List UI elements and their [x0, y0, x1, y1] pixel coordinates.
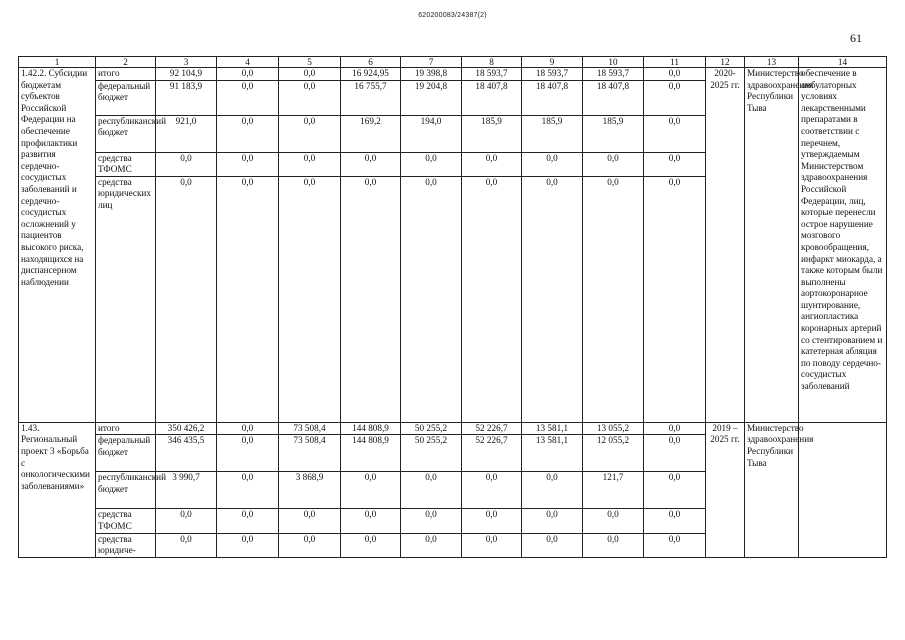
funding-value: 0,0 — [279, 115, 341, 152]
budget-table — [18, 56, 887, 558]
funding-value: 0,0 — [401, 533, 462, 557]
funding-source: федеральный бюджет — [96, 80, 156, 115]
funding-value: 0,0 — [522, 152, 583, 176]
funding-value: 0,0 — [522, 509, 583, 533]
funding-value: 0,0 — [279, 509, 341, 533]
funding-source: средства ТФОМС — [96, 509, 156, 533]
column-number: 10 — [583, 57, 644, 68]
funding-value: 144 808,9 — [341, 422, 401, 435]
funding-value: 0,0 — [583, 176, 644, 422]
funding-value: 50 255,2 — [401, 435, 462, 472]
funding-value: 0,0 — [156, 176, 217, 422]
funding-source: средства ТФОМС — [96, 152, 156, 176]
funding-value: 0,0 — [644, 509, 706, 533]
funding-value: 0,0 — [279, 68, 341, 81]
column-number: 2 — [96, 57, 156, 68]
funding-value: 0,0 — [217, 509, 279, 533]
funding-value: 0,0 — [644, 80, 706, 115]
funding-value: 0,0 — [462, 509, 522, 533]
funding-value: 52 226,7 — [462, 422, 522, 435]
funding-value: 0,0 — [217, 435, 279, 472]
column-number: 8 — [462, 57, 522, 68]
measure-name: 1.43. Региональный проект 3 «Борьба с онкологическими заболеваниями» — [19, 422, 96, 557]
column-number: 4 — [217, 57, 279, 68]
funding-value: 91 183,9 — [156, 80, 217, 115]
funding-value: 0,0 — [341, 472, 401, 509]
funding-value: 185,9 — [522, 115, 583, 152]
column-number: 13 — [745, 57, 799, 68]
column-number: 5 — [279, 57, 341, 68]
funding-value: 0,0 — [279, 152, 341, 176]
table-row — [19, 422, 887, 435]
funding-source: республиканский бюджет — [96, 472, 156, 509]
funding-value: 0,0 — [217, 472, 279, 509]
column-number: 12 — [706, 57, 745, 68]
funding-value: 0,0 — [401, 472, 462, 509]
column-number: 1 — [19, 57, 96, 68]
funding-value: 0,0 — [401, 509, 462, 533]
funding-value: 92 104,9 — [156, 68, 217, 81]
funding-value: 0,0 — [644, 422, 706, 435]
funding-value: 0,0 — [341, 176, 401, 422]
funding-value: 16 924,95 — [341, 68, 401, 81]
funding-value: 0,0 — [644, 533, 706, 557]
funding-value: 0,0 — [341, 509, 401, 533]
responsible-executor: Министерство здравоохранения Республики Тыва — [745, 422, 799, 557]
column-number: 14 — [799, 57, 887, 68]
implementation-period: 2020-2025 гг. — [706, 68, 745, 423]
funding-source: итого — [96, 68, 156, 81]
funding-value: 0,0 — [462, 472, 522, 509]
funding-value: 0,0 — [217, 422, 279, 435]
funding-value: 0,0 — [156, 509, 217, 533]
funding-value: 0,0 — [217, 176, 279, 422]
funding-value: 0,0 — [522, 533, 583, 557]
funding-value: 0,0 — [644, 435, 706, 472]
funding-value: 18 407,8 — [583, 80, 644, 115]
funding-value: 169,2 — [341, 115, 401, 152]
funding-value: 0,0 — [462, 176, 522, 422]
funding-value: 346 435,5 — [156, 435, 217, 472]
funding-value: 0,0 — [217, 533, 279, 557]
funding-value: 121,7 — [583, 472, 644, 509]
funding-value: 18 407,8 — [462, 80, 522, 115]
funding-value: 0,0 — [583, 533, 644, 557]
funding-value: 3 868,9 — [279, 472, 341, 509]
column-number: 6 — [341, 57, 401, 68]
funding-value: 73 508,4 — [279, 422, 341, 435]
funding-value: 0,0 — [522, 176, 583, 422]
funding-value: 0,0 — [644, 176, 706, 422]
responsible-executor: Министерство здравоохранения Республики Тыва — [745, 68, 799, 423]
funding-value: 0,0 — [462, 152, 522, 176]
document-id: 620200083/24387(2) — [418, 12, 487, 19]
funding-value: 0,0 — [522, 472, 583, 509]
funding-value: 144 808,9 — [341, 435, 401, 472]
funding-value: 16 755,7 — [341, 80, 401, 115]
funding-value: 185,9 — [462, 115, 522, 152]
funding-value: 0,0 — [401, 176, 462, 422]
funding-value: 0,0 — [217, 80, 279, 115]
funding-value: 13 581,1 — [522, 422, 583, 435]
funding-value: 0,0 — [644, 115, 706, 152]
funding-value: 0,0 — [217, 115, 279, 152]
funding-value: 0,0 — [644, 68, 706, 81]
column-number-row — [19, 57, 887, 68]
funding-value: 0,0 — [401, 152, 462, 176]
funding-value: 13 581,1 — [522, 435, 583, 472]
funding-value: 0,0 — [644, 472, 706, 509]
funding-value: 50 255,2 — [401, 422, 462, 435]
funding-value: 194,0 — [401, 115, 462, 152]
measure-name: 1.42.2. Субсидии бюджетам субъектов Российской Федерации на обеспечение профилактики развития сердечно-сосудистых заболеваний и сердечно-сосудистых осложнений у пациентов высокого риска, находящихся на диспансерном наблюдении — [19, 68, 96, 423]
funding-value: 0,0 — [341, 152, 401, 176]
funding-source: средства юридиче- — [96, 533, 156, 557]
page-number: 61 — [850, 31, 862, 45]
funding-value: 3 990,7 — [156, 472, 217, 509]
funding-source: средства юридических лиц — [96, 176, 156, 422]
funding-value: 0,0 — [279, 80, 341, 115]
funding-value: 0,0 — [217, 152, 279, 176]
funding-value: 18 593,7 — [583, 68, 644, 81]
funding-source: федеральный бюджет — [96, 435, 156, 472]
funding-value: 13 055,2 — [583, 422, 644, 435]
column-number: 11 — [644, 57, 706, 68]
column-number: 9 — [522, 57, 583, 68]
funding-value: 0,0 — [279, 533, 341, 557]
column-number: 7 — [401, 57, 462, 68]
funding-value: 52 226,7 — [462, 435, 522, 472]
table-row — [19, 68, 887, 81]
funding-value: 0,0 — [583, 509, 644, 533]
funding-value: 0,0 — [156, 533, 217, 557]
funding-value: 0,0 — [644, 152, 706, 176]
funding-value: 0,0 — [279, 176, 341, 422]
funding-value: 18 593,7 — [522, 68, 583, 81]
column-number: 3 — [156, 57, 217, 68]
funding-value: 921,0 — [156, 115, 217, 152]
funding-value: 19 204,8 — [401, 80, 462, 115]
funding-value: 0,0 — [156, 152, 217, 176]
funding-value: 0,0 — [217, 68, 279, 81]
funding-source: итого — [96, 422, 156, 435]
funding-value: 18 407,8 — [522, 80, 583, 115]
funding-value: 0,0 — [583, 152, 644, 176]
funding-value: 350 426,2 — [156, 422, 217, 435]
funding-value: 0,0 — [462, 533, 522, 557]
funding-source: республиканский бюджет — [96, 115, 156, 152]
funding-value: 185,9 — [583, 115, 644, 152]
funding-value: 12 055,2 — [583, 435, 644, 472]
expected-result: обеспечение в амбулаторных условиях лекарственными препаратами в соответствии с перечнем, утверждаемым Министерством здравоохранения Российской Федерации, лиц, которые перенесли острое нарушение мозгового кровообращения, инфаркт миокарда, а также которым были выполнены аортокоронарное шунтирование, ангиопластика коронарных артерий со стентированием и катетерная абляция по поводу сердечно-сосудистых заболеваний — [799, 68, 887, 423]
funding-value: 18 593,7 — [462, 68, 522, 81]
implementation-period: 2019 – 2025 гг. — [706, 422, 745, 557]
funding-value: 0,0 — [341, 533, 401, 557]
funding-value: 19 398,8 — [401, 68, 462, 81]
funding-value: 73 508,4 — [279, 435, 341, 472]
